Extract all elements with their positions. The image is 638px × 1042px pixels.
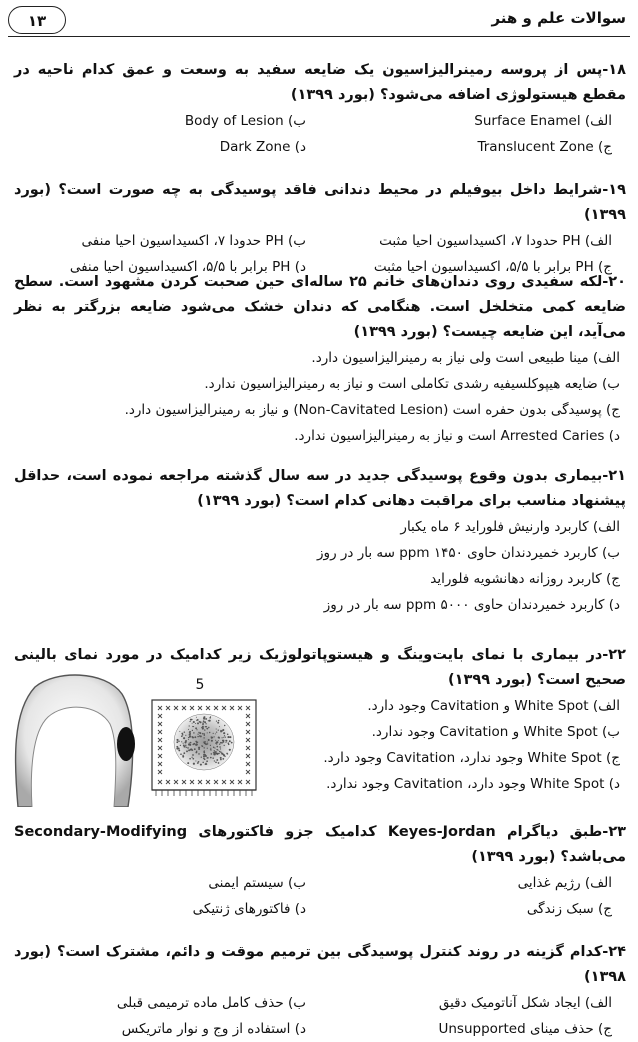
option-b: ب) حذف کامل ماده ترمیمی قبلی (116, 995, 306, 1011)
question-stem: ۱۸-پس از پروسه رمینرالیزاسیون یک ضایعه سفید به وسعت و عمق کدام ناحیه در مقطع هیستولوژی اضافه می‌شود؟ (بورد ۱۳۹۹) (14, 62, 626, 103)
option-c: ج) White Spot وجود ندارد، Cavitation وجود دارد. (323, 750, 620, 766)
option-a: الف) ایجاد شکل آناتومیک دقیق (438, 995, 612, 1011)
option-c: ج) سبک زندگی (526, 901, 612, 917)
option-d: د) PH برابر با ۵/۵، اکسیداسیون احیا منفی (69, 259, 306, 275)
options-grid (14, 108, 626, 160)
option-a: الف) Surface Enamel (474, 113, 612, 129)
option-a: الف) PH حدودا ۷، اکسیداسیون احیا مثبت (379, 233, 612, 249)
page-header (8, 6, 630, 37)
question-23 (14, 820, 626, 922)
option-d: د) استفاده از وج و نوار ماتریکس (121, 1021, 306, 1037)
option-c: ج) کاربرد روزانه دهانشویه فلوراید (430, 571, 620, 587)
option-b: ب) PH حدودا ۷، اکسیداسیون احیا منفی (81, 233, 306, 249)
question-stem: ۲۱-بیماری بدون وقوع پوسیدگی جدید در سه سال گذشته مراجعه نموده است، حداقل پیشنهاد مناسب برای مراقبت دهانی کدام است؟ (بورد ۱۳۹۹) (14, 468, 626, 509)
bitewing-histology-illustration (10, 672, 272, 807)
question-stem: ۲۲-در بیماری با نمای بایت‌وینگ و هیستوپاتولوژیک زیر کدامیک در مورد نمای بالینی صحیح است؟ (بورد ۱۳۹۹) (14, 647, 626, 688)
option-c: ج) پوسیدگی بدون حفره است (Non-Cavitated Lesion) و نیاز به رمینرالیزاسیون دارد. (124, 402, 620, 418)
option-d: د) کاربرد خمیردندان حاوی ۵۰۰۰ ppm سه بار در روز (323, 597, 620, 613)
option-d: د) White Spot وجود دارد، Cavitation وجود ندارد. (326, 776, 620, 792)
book-title: سوالات علم و هنر (491, 9, 626, 27)
options-list (14, 345, 626, 449)
option-a: الف) کاربرد وارنیش فلوراید ۶ ماه یکبار (400, 519, 620, 535)
option-b: ب) کاربرد خمیردندان حاوی ۱۴۵۰ ppm سه بار در روز (317, 545, 620, 561)
option-c: ج) Translucent Zone (477, 139, 612, 155)
option-c: ج) PH برابر با ۵/۵، اکسیداسیون احیا مثبت (373, 259, 612, 275)
question-21 (14, 464, 626, 618)
options-list (286, 693, 626, 797)
option-d: د) Dark Zone (219, 139, 306, 155)
question-19 (14, 178, 626, 280)
figure-number-label: 5 (195, 677, 205, 693)
option-d: د) فاکتورهای ژنتیکی (192, 901, 306, 917)
page-number: ۱۳ (8, 6, 66, 34)
question-stem: ۲۴-کدام گزینه در روند کنترل پوسیدگی بین ترمیم موقت و دائم، مشترک است؟ (بورد ۱۳۹۸) (14, 944, 626, 985)
question-22-figure (10, 672, 272, 807)
option-b: ب) White Spot و Cavitation وجود ندارد. (371, 724, 620, 740)
proximal-lesion-mark (117, 727, 135, 761)
options-grid (14, 870, 626, 922)
options-grid (14, 990, 626, 1042)
option-b: ب) سیستم ایمنی (208, 875, 306, 891)
question-stem: ۲۰-لکه سفیدی روی دندان‌های خانم ۲۵ ساله‌ای حین صحبت کردن مشهود است. سطح ضایعه کمی متخلخل است. هنگامی که دندان خشک می‌شود ضایعه بزرگتر به نظر می‌آید، این ضایعه چیست؟ (بورد ۱۳۹۹) (14, 274, 626, 340)
option-c: ج) حذف مینای Unsupported (438, 1021, 612, 1037)
option-a: الف) White Spot و Cavitation وجود دارد. (367, 698, 620, 714)
option-d: د) Arrested Caries است و نیاز به رمینرالیزاسیون ندارد. (294, 428, 620, 444)
question-18 (14, 58, 626, 160)
section-baseline-ticks (156, 790, 252, 796)
options-list (14, 514, 626, 618)
question-24 (14, 940, 626, 1042)
option-a: الف) مینا طبیعی است ولی نیاز به رمینرالیزاسیون دارد. (311, 350, 620, 366)
option-a: الف) رژیم غذایی (517, 875, 612, 891)
pulp-outline (31, 707, 115, 807)
question-stem: ۲۳-طبق دیاگرام Keyes-Jordan کدامیک جزو فاکتورهای Secondary-Modifying می‌باشد؟ (بورد ۱۳۹۹) (14, 824, 627, 865)
option-b: ب) ضایعه هیپوکلسیفیه رشدی تکاملی است و نیاز به رمینرالیزاسیون ندارد. (204, 376, 620, 392)
option-b: ب) Body of Lesion (184, 113, 306, 129)
question-stem: ۱۹-شرایط داخل بیوفیلم در محیط دندانی فاقد پوسیدگی به چه صورت است؟ (بورد ۱۳۹۹) (14, 182, 626, 223)
question-20 (14, 270, 626, 449)
